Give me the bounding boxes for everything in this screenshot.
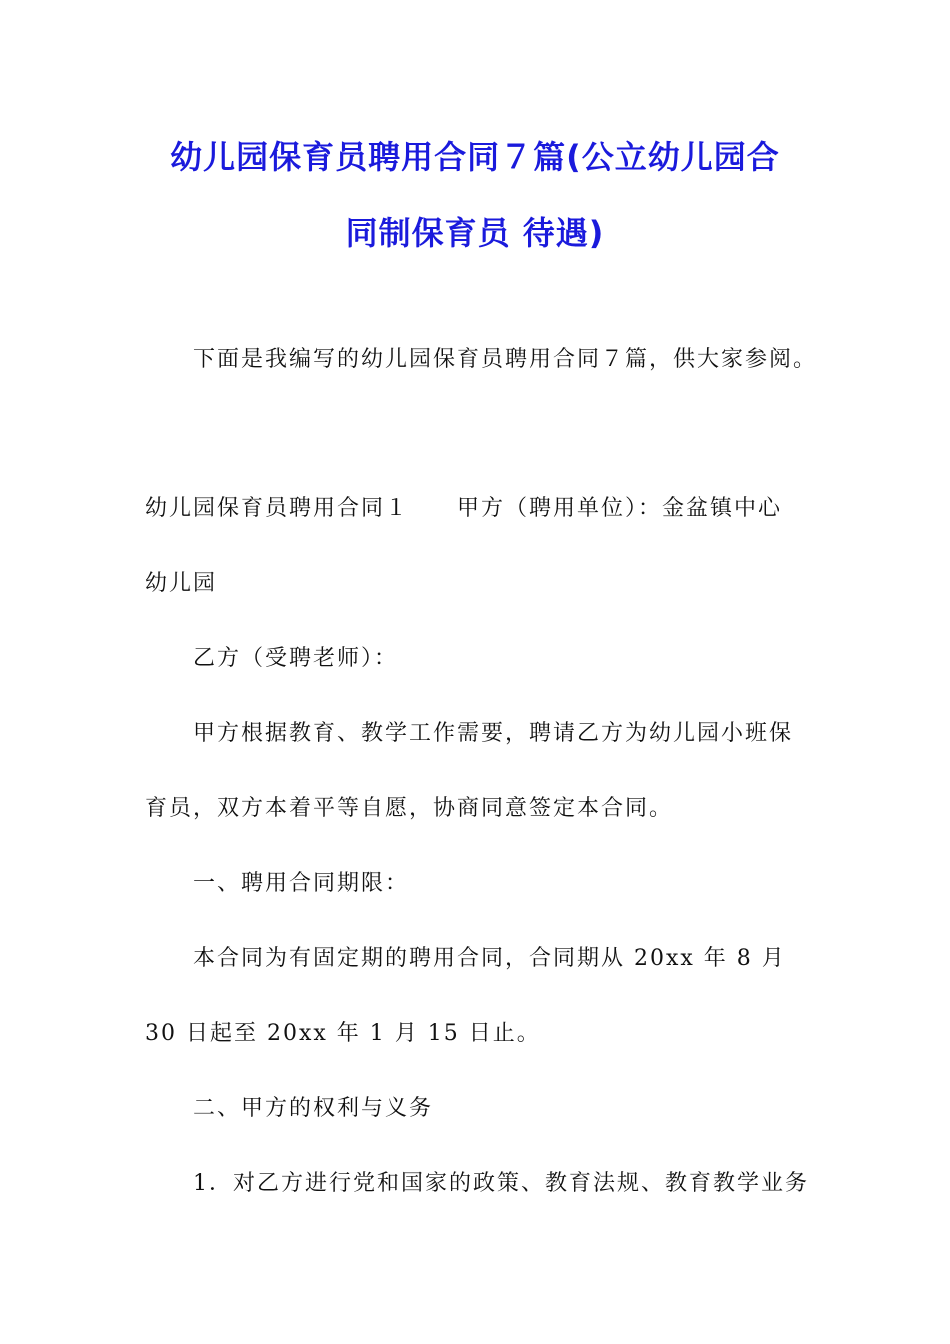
section-2-item-1: 1．对乙方进行党和国家的政策、教育法规、教育教学业务 (193, 1171, 809, 1196)
party-a-label: 甲方（聘用单位）：金盆镇中心 (457, 496, 783, 521)
party-b-label: 乙方（受聘老师）： (193, 646, 399, 671)
intro-paragraph: 下面是我编写的幼儿园保育员聘用合同７篇，供大家参阅。 (193, 347, 818, 372)
section-1-heading: 一、聘用合同期限： (193, 871, 410, 896)
contract-heading: 幼儿园保育员聘用合同１ (145, 496, 410, 521)
section-1-line-2: 30 日起至 20xx 年 1 月 15 日止。 (145, 1021, 541, 1046)
section-1-line-1: 本合同为有固定期的聘用合同，合同期从 20xx 年 8 月 (193, 946, 786, 971)
contract-heading-row (145, 494, 782, 524)
section-2-heading: 二、甲方的权利与义务 (193, 1096, 434, 1121)
purpose-paragraph-line-2: 育员，双方本着平等自愿，协商同意签定本合同。 (145, 796, 674, 821)
document-title-line-2: 同制保育员 待遇) (345, 214, 605, 252)
purpose-paragraph-line-1: 甲方根据教育、教学工作需要，聘请乙方为幼儿园小班保 (193, 721, 794, 746)
party-a-continuation: 幼儿园 (145, 571, 218, 596)
document-title-line-1: 幼儿园保育员聘用合同７篇(公立幼儿园合 (170, 138, 780, 176)
